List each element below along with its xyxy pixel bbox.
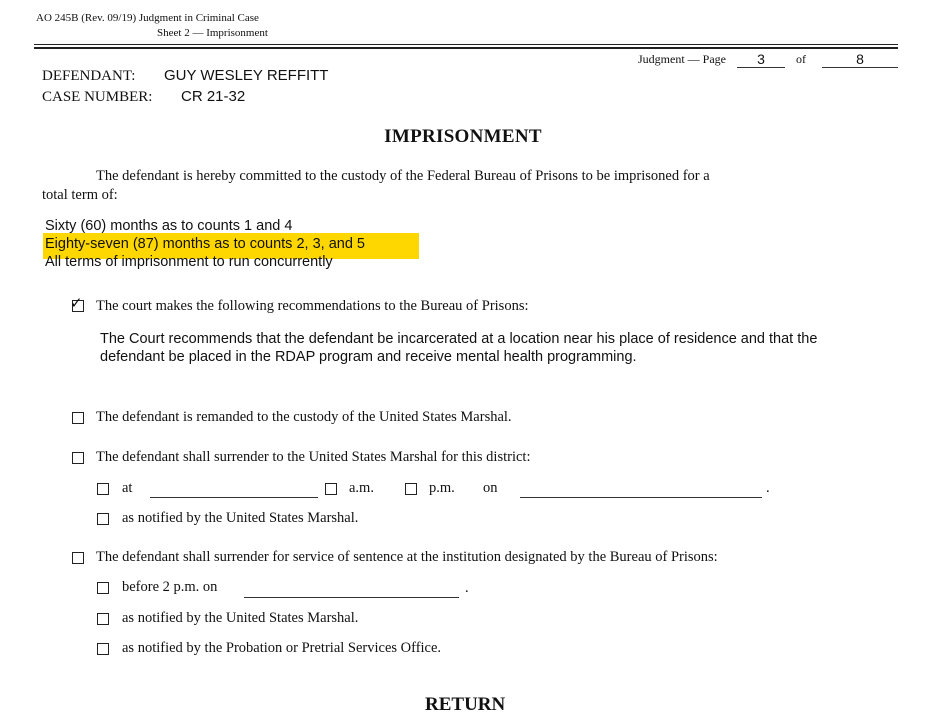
total-pages: 8 <box>856 51 864 67</box>
at-label: at <box>122 480 133 496</box>
time-field[interactable] <box>150 497 318 498</box>
am-checkbox[interactable] <box>325 483 337 495</box>
recommendations-label: The court makes the following recommendations to the Bureau of Prisons: <box>96 298 529 314</box>
pm-checkbox[interactable] <box>405 483 417 495</box>
sheet-label: Sheet 2 — Imprisonment <box>157 27 268 39</box>
surrender-at-checkbox[interactable] <box>97 483 109 495</box>
period-mark-2: . <box>465 580 469 596</box>
surrender-institution-label: The defendant shall surrender for service of sentence at the institution designated by the Bureau of Prisons: <box>96 549 718 565</box>
form-identifier: AO 245B (Rev. 09/19) Judgment in Criminal Case <box>36 12 259 24</box>
surrender-institution-checkbox[interactable] <box>72 552 84 564</box>
date-field[interactable] <box>520 497 762 498</box>
term-line-3: All terms of imprisonment to run concurrently <box>45 254 333 270</box>
page-number: 3 <box>757 51 765 67</box>
marshal-notified-label: as notified by the United States Marshal. <box>122 510 359 526</box>
before-2pm-checkbox[interactable] <box>97 582 109 594</box>
case-number-label: CASE NUMBER: <box>42 89 153 105</box>
institution-marshal-notified-label: as notified by the United States Marshal. <box>122 610 359 626</box>
probation-notified-checkbox[interactable] <box>97 643 109 655</box>
probation-notified-label: as notified by the Probation or Pretrial Services Office. <box>122 640 442 656</box>
committed-text-line2: total term of: <box>42 187 118 203</box>
marshal-notified-checkbox[interactable] <box>97 513 109 525</box>
am-label: a.m. <box>349 480 374 496</box>
period-mark: . <box>766 480 770 496</box>
of-label: of <box>796 52 806 66</box>
term-line-1: Sixty (60) months as to counts 1 and 4 <box>45 218 293 234</box>
on-label: on <box>483 480 498 496</box>
recommendations-text-line1: The Court recommends that the defendant be incarcerated at a location near his place of residence and that the <box>100 331 818 347</box>
term-line-2: Eighty-seven (87) months as to counts 2, 3, and 5 <box>45 236 365 252</box>
institution-marshal-notified-checkbox[interactable] <box>97 613 109 625</box>
surrender-marshal-label: The defendant shall surrender to the United States Marshal for this district: <box>96 449 531 465</box>
surrender-marshal-checkbox[interactable] <box>72 452 84 464</box>
judgment-page-label: Judgment — Page <box>638 52 726 66</box>
defendant-name: GUY WESLEY REFFITT <box>164 67 329 84</box>
header-rule-bottom <box>34 47 898 49</box>
return-section-title: RETURN <box>425 694 506 715</box>
pm-label: p.m. <box>429 480 455 496</box>
check-mark-icon: ✓ <box>70 294 83 312</box>
committed-text-line1: The defendant is hereby committed to the custody of the Federal Bureau of Prisons to be imprisoned for a <box>96 168 710 184</box>
before-date-field[interactable] <box>244 597 459 598</box>
header-rule-top <box>34 44 898 45</box>
recommendations-text-line2: defendant be placed in the RDAP program and receive mental health programming. <box>100 349 637 365</box>
total-pages-underline <box>822 67 898 68</box>
defendant-label: DEFENDANT: <box>42 68 136 84</box>
before-2pm-label: before 2 p.m. on <box>122 579 218 595</box>
page-number-underline <box>737 67 785 68</box>
section-title: IMPRISONMENT <box>384 126 542 147</box>
case-number: CR 21-32 <box>181 88 246 105</box>
remanded-label: The defendant is remanded to the custody of the United States Marshal. <box>96 409 512 425</box>
remanded-checkbox[interactable] <box>72 412 84 424</box>
